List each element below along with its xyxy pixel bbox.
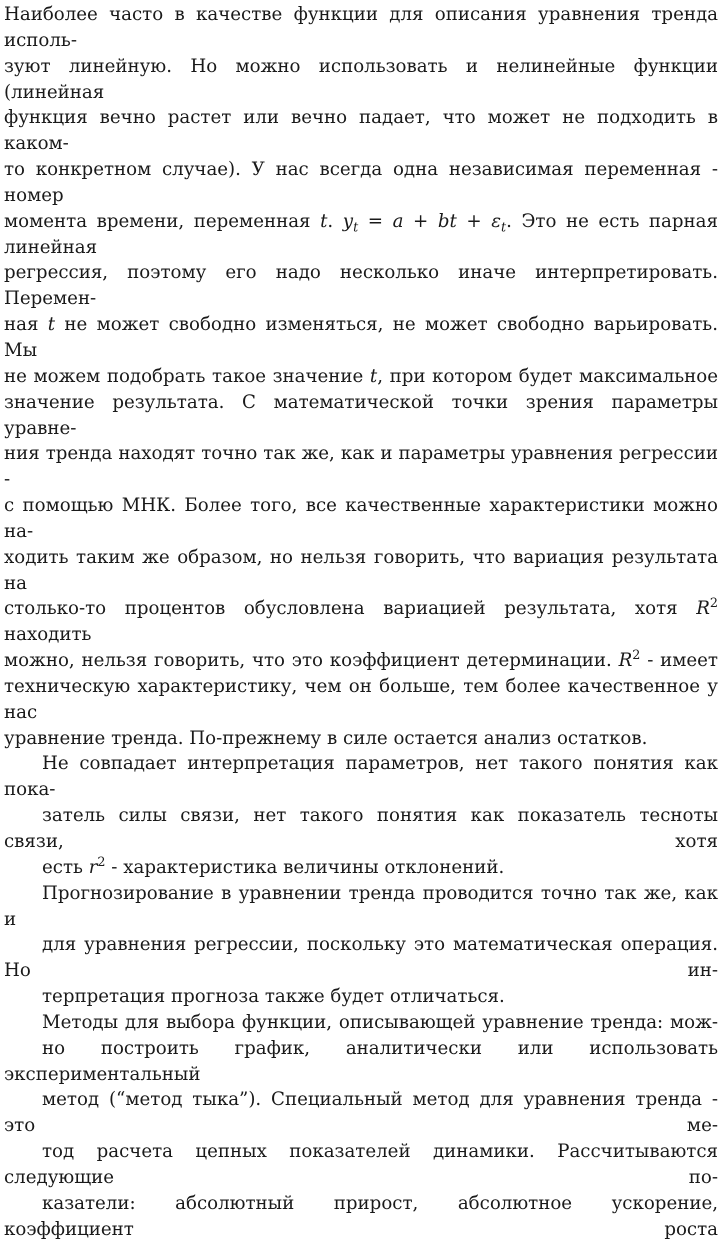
text-line: уравнение тренда. По-прежнему в силе остается анализ остатков. bbox=[4, 727, 648, 749]
math-variable-t: t bbox=[47, 314, 56, 336]
math-R: R bbox=[618, 650, 633, 672]
math-r-squared bbox=[619, 650, 641, 671]
text-segment: , при котором будет максимальное bbox=[377, 365, 718, 387]
text-line: ходить таким же образом, но нельзя говорить, что вариация результата на bbox=[4, 546, 718, 594]
paragraph-3 bbox=[4, 881, 718, 1010]
math-subscript: t bbox=[353, 220, 359, 236]
math-y: y bbox=[342, 210, 354, 232]
text-line: для уравнения регрессии, поскольку это математическая операция. Но ин- bbox=[4, 934, 718, 982]
text-line-with-formula bbox=[4, 364, 718, 390]
trend-equation bbox=[342, 210, 507, 236]
text-line: терпретация прогноза также будет отличаться. bbox=[42, 986, 505, 1008]
text-line-with-formula bbox=[4, 596, 718, 648]
math-r-small-squared bbox=[88, 854, 106, 878]
math-superscript: 2 bbox=[97, 854, 106, 870]
text-line: функция вечно растет или вечно падает, что может не подходить в каком- bbox=[4, 107, 718, 155]
text-line-with-formula bbox=[4, 855, 718, 881]
text-line-with-formula bbox=[4, 648, 718, 674]
text-line: то конкретном случае). У нас всегда одна независимая переменная - номер bbox=[4, 159, 718, 206]
math-equals: = bbox=[358, 210, 393, 232]
math-b: b bbox=[437, 210, 450, 232]
text-line: затель силы связи, нет такого понятия как показатель тесноты связи, хотя bbox=[4, 805, 718, 852]
paragraph-4 bbox=[4, 1010, 718, 1243]
text-segment: . Это не есть парная линейная bbox=[4, 210, 718, 258]
text-segment: момента времени, переменная bbox=[4, 210, 321, 232]
text-line: техническую характеристику, чем он больше, тем более качественное у нас bbox=[4, 675, 718, 723]
math-superscript: 2 bbox=[632, 648, 641, 664]
math-r: r bbox=[88, 856, 98, 878]
text-segment: не можем подобрать такое значение bbox=[4, 365, 370, 387]
math-plus: + bbox=[456, 210, 492, 232]
math-t: t bbox=[449, 210, 457, 232]
math-variable-t: t bbox=[320, 210, 328, 232]
math-variable-t: t bbox=[369, 365, 378, 387]
text-segment: находить bbox=[4, 624, 92, 646]
text-line: с помощью МНК. Более того, все качественные характеристики можно на- bbox=[4, 495, 718, 542]
text-line: Методы для выбора функции, описывающей уравнение тренда: мож- bbox=[42, 1011, 718, 1033]
paragraph-1 bbox=[4, 2, 718, 751]
paragraph-2 bbox=[4, 751, 718, 880]
text-line-with-formula bbox=[4, 312, 718, 364]
text-line: Не совпадает интерпретация параметров, нет такого понятия как пока- bbox=[4, 753, 718, 801]
text-line: Наиболее часто в качестве функции для описания уравнения тренда исполь- bbox=[4, 4, 718, 51]
text-line: регрессия, поэтому его надо несколько иначе интерпретировать. Перемен- bbox=[4, 262, 718, 310]
math-r-squared bbox=[696, 598, 718, 619]
text-line: казатели: абсолютный прирост, абсолютное ускорение, коэффициент роста bbox=[4, 1192, 718, 1240]
math-R: R bbox=[696, 598, 710, 620]
text-line: ния тренда находят точно так же, как и параметры уравнения регрессии - bbox=[4, 443, 718, 491]
math-superscript: 2 bbox=[709, 596, 718, 612]
text-segment: . bbox=[327, 210, 343, 232]
math-epsilon: ε bbox=[491, 210, 501, 232]
text-line: тод расчета цепных показателей динамики. Рассчитываются следующие по- bbox=[4, 1141, 718, 1188]
text-line: Прогнозирование в уравнении тренда проводится точно так же, как и bbox=[4, 882, 718, 930]
math-a: a bbox=[392, 210, 404, 232]
text-line-with-formula bbox=[4, 209, 718, 261]
math-subscript: t bbox=[500, 220, 507, 236]
text-segment: не может свободно изменяться, не может свободно варьировать. Мы bbox=[4, 314, 718, 361]
text-line: метод (“метод тыка”). Специальный метод для уравнения тренда - это ме- bbox=[4, 1089, 718, 1137]
text-segment: можно, нельзя говорить, что это коэффициент детерминации. bbox=[4, 650, 619, 672]
text-line: но построить график, аналитически или использовать экспериментальный bbox=[4, 1037, 718, 1085]
text-segment: ная bbox=[4, 314, 48, 336]
text-line: значение результата. С математической точки зрения параметры уравне- bbox=[4, 391, 718, 439]
math-plus: + bbox=[403, 210, 438, 232]
text-segment: - характеристика величины отклонений. bbox=[105, 856, 505, 878]
text-segment: есть bbox=[42, 856, 89, 878]
text-segment: столько-то процентов обусловлена вариацией результата, хотя bbox=[4, 598, 697, 620]
text-segment: - имеет bbox=[640, 650, 718, 672]
text-line: зуют линейную. Но можно использовать и нелинейные функции (линейная bbox=[4, 55, 718, 103]
